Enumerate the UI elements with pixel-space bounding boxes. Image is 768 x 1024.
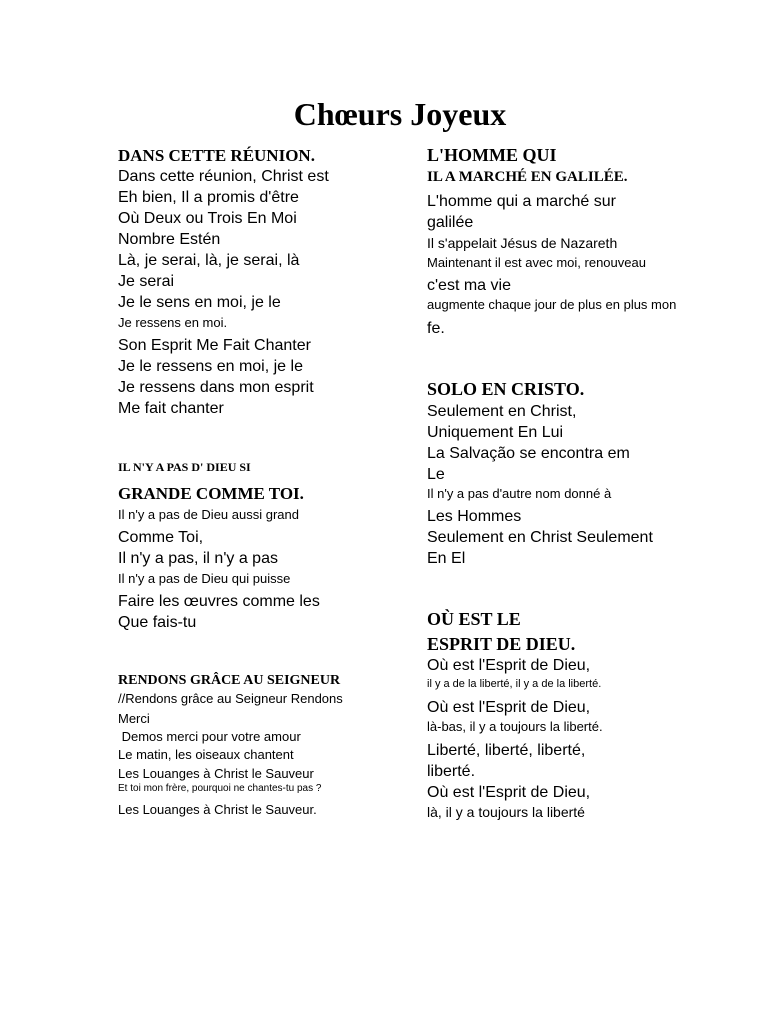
song-heading: IL A MARCHÉ EN GALILÉE. [427, 169, 628, 185]
lyric-line: Où est l'Esprit de Dieu, [427, 699, 591, 716]
lyric-line: Je le sens en moi, je le [118, 294, 281, 311]
lyric-line: Où est l'Esprit de Dieu, [427, 784, 591, 801]
lyric-line: Liberté, liberté, liberté, [427, 742, 586, 759]
lyric-line: Il n'y a pas d'autre nom donné à [427, 486, 612, 501]
lyric-line: liberté. [427, 763, 476, 780]
lyric-line: //Rendons grâce au Seigneur Rendons [118, 691, 343, 706]
lyric-line: Son Esprit Me Fait Chanter [118, 337, 311, 354]
lyric-line: Seulement en Christ, [427, 403, 577, 420]
song-heading: IL N'Y A PAS D' DIEU SI [118, 460, 251, 474]
song-heading: L'HOMME QUI [427, 145, 557, 165]
lyric-line: galilée [427, 214, 474, 231]
lyric-line: En El [427, 550, 466, 567]
lyric-line: Maintenant il est avec moi, renouveau [427, 255, 646, 270]
song-heading: OÙ EST LE [427, 609, 521, 629]
lyric-line: Seulement en Christ Seulement [427, 529, 653, 546]
lyric-line: Le [427, 466, 445, 483]
lyric-line: Uniquement En Lui [427, 424, 564, 441]
lyric-line: Il s'appelait Jésus de Nazareth [427, 235, 618, 251]
song-heading: SOLO EN CRISTO. [427, 379, 585, 399]
lyric-line: Je le ressens en moi, je le [118, 358, 303, 375]
lyric-line: Où est l'Esprit de Dieu, [427, 657, 591, 674]
lyric-line: Faire les œuvres comme les [118, 593, 320, 610]
lyric-line: Nombre Estén [118, 231, 221, 248]
lyric-line: là-bas, il y a toujours la liberté. [427, 719, 603, 734]
lyric-line: Dans cette réunion, Christ est [118, 168, 329, 185]
lyric-line: il y a de la liberté, il y a de la liberté. [427, 678, 602, 690]
lyric-line: Merci [118, 711, 150, 726]
lyric-line: Je serai [118, 273, 175, 290]
lyric-line: Il n'y a pas, il n'y a pas [118, 550, 278, 567]
lyric-line: Comme Toi, [118, 529, 204, 546]
lyric-line: La Salvação se encontra em [427, 445, 630, 462]
lyric-line: augmente chaque jour de plus en plus mon [427, 297, 677, 312]
lyric-line: L'homme qui a marché sur [427, 193, 616, 210]
song-heading: RENDONS GRÂCE AU SEIGNEUR [118, 673, 341, 688]
lyric-line: Et toi mon frère, pourquoi ne chantes-tu pas ? [118, 783, 322, 794]
lyric-line: Il n'y a pas de Dieu qui puisse [118, 571, 291, 586]
song-heading: ESPRIT DE DIEU. [427, 634, 576, 654]
song-heading: DANS CETTE RÉUNION. [118, 146, 315, 165]
lyric-line: fe. [427, 320, 445, 337]
song-heading: GRANDE COMME TOI. [118, 484, 304, 503]
lyric-line: c'est ma vie [427, 277, 511, 294]
lyric-line: Je ressens en moi. [118, 315, 228, 330]
lyric-line: Me fait chanter [118, 400, 224, 417]
lyric-line: là, il y a toujours la liberté [427, 804, 585, 820]
lyric-line: Les Louanges à Christ le Sauveur. [118, 802, 317, 817]
page-title: Chœurs Joyeux [293, 96, 507, 132]
lyric-line: Les Louanges à Christ le Sauveur [118, 766, 314, 781]
lyric-line: Où Deux ou Trois En Moi [118, 210, 297, 227]
lyric-line: Demos merci pour votre amour [118, 729, 301, 744]
lyric-line: Les Hommes [427, 508, 522, 525]
lyric-line: Que fais-tu [118, 614, 197, 631]
lyric-line: Eh bien, Il a promis d'être [118, 189, 299, 206]
lyric-line: Je ressens dans mon esprit [118, 379, 314, 396]
lyric-line: Il n'y a pas de Dieu aussi grand [118, 507, 299, 522]
lyric-line: Le matin, les oiseaux chantent [118, 747, 294, 762]
lyric-line: Là, je serai, là, je serai, là [118, 252, 300, 269]
